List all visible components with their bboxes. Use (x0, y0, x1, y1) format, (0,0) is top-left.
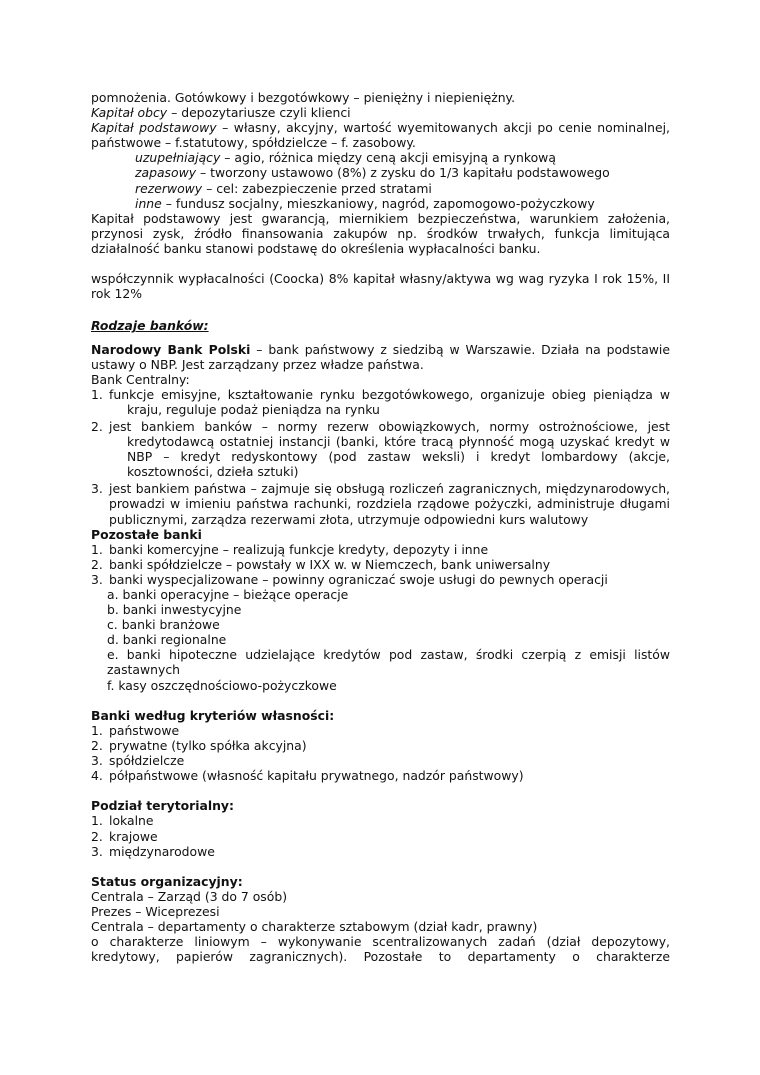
definition: – fundusz socjalny, mieszkaniowy, nagród, zapomogowo-pożyczkowy (161, 195, 595, 211)
list-text: krajowe (109, 828, 158, 844)
sub-list-item: a. banki operacyjne – bieżące operacje (107, 587, 349, 602)
list-item (91, 813, 670, 828)
list-text: państwowe (109, 722, 180, 738)
term: uzupełniający (135, 150, 221, 166)
list-item (91, 738, 670, 753)
list-number: 1. (91, 813, 103, 829)
capital-type (91, 196, 670, 211)
sub-list-item: f. kasy oszczędnościowo-pożyczkowe (107, 677, 337, 693)
list-number: 3. (91, 843, 103, 859)
text-line: Prezes – Wiceprezesi (91, 903, 220, 919)
list-item (91, 542, 670, 557)
list-number: 1. (91, 541, 103, 557)
list-text: banki komercyjne – realizują funkcje kredyty, depozyty i inne (109, 541, 489, 557)
text-line: Centrala – Zarząd (3 do 7 osób) (91, 888, 288, 904)
section-heading: Rodzaje banków: (91, 318, 209, 334)
document-page (91, 90, 670, 964)
list-text: jest bankiem państwa – zajmuje się obsługą rozliczeń zagranicznych, międzynarodowych, prowadzi w imieniu państwa rachunki, rozdziela rządowe pożyczki, administruje długami publicznymi, zarządza rezerwami złota, utrzymuje odpowiedni kurs walutowy (109, 481, 670, 527)
sub-list-item: e. banki hipoteczne udzielające kredytów pod zastaw, środki czerpią z emisji listów zastawnych (107, 647, 670, 678)
capital-type (91, 150, 670, 165)
list-text: międzynarodowe (109, 843, 215, 859)
list-text: lokalne (109, 813, 154, 829)
section-heading: Banki według kryteriów własności: (91, 707, 335, 723)
paragraph: pomnożenia. Gotówkowy i bezgotówkowy – pieniężny i niepieniężny. (91, 90, 516, 105)
list-item (91, 844, 670, 859)
term: Kapitał podstawowy (91, 120, 217, 136)
list-item (91, 829, 670, 844)
list-item (91, 387, 670, 417)
list-number: 2. (91, 828, 103, 844)
paragraph-ratio: współczynnik wypłacalności (Coocka) 8% kapitał własny/aktywa wg wag ryzyka I rok 15%, II rok 12% (91, 271, 670, 302)
section-heading: Status organizacyjny: (91, 873, 243, 889)
term: inne (135, 195, 162, 211)
label: Bank Centralny: (91, 371, 190, 387)
section-heading: Podział terytorialny: (91, 798, 234, 814)
capital-type (91, 181, 670, 196)
term: zapasowy (135, 165, 197, 181)
capital-type (91, 165, 670, 180)
list-number: 1. (91, 386, 103, 402)
list-item (91, 753, 670, 768)
list-number: 3. (91, 753, 103, 769)
sub-list-item: d. banki regionalne (107, 632, 227, 648)
definition: – depozytariusze czyli klienci (167, 105, 351, 121)
list-text: banki spółdzielcze – powstały w IXX w. w Niemczech, bank uniwersalny (109, 556, 551, 572)
text-line: Centrala – departamenty o charakterze sztabowym (dział kadr, prawny) (91, 919, 538, 935)
list-item (91, 723, 670, 738)
list-item (91, 419, 670, 479)
list-item (91, 481, 670, 526)
list-text: półpaństwowe (własność kapitału prywatnego, nadzór państwowy) (109, 768, 524, 784)
definition: – agio, różnica między ceną akcji emisyjną a rynkową (220, 150, 556, 166)
list-item (91, 557, 670, 572)
list-number: 4. (91, 768, 103, 784)
list-item (91, 572, 670, 587)
definition: – bank państwowy z siedzibą w Warszawie. Działa na podstawie ustawy o NBP. Jest zarządzany przez władze państwa. (91, 341, 670, 372)
list-text: prywatne (tylko spółka akcyjna) (109, 737, 307, 753)
definition: – tworzony ustawowo (8%) z zysku do 1/3 kapitału podstawowego (196, 165, 610, 181)
list-number: 2. (91, 418, 103, 434)
list-number: 2. (91, 737, 103, 753)
definition: – cel: zabezpieczenie przed stratami (202, 180, 432, 196)
paragraph-kapital-obcy (91, 105, 670, 120)
paragraph-summary: Kapitał podstawowy jest gwarancją, miernikiem bezpieczeństwa, warunkiem założenia, przynosi zysk, źródło finansowania zakupów np. środków trwałych, funkcja limitująca działalność banku stanowi podstawę do określenia wypłacalności banku. (91, 210, 670, 256)
sub-list-item: b. banki inwestycyjne (107, 602, 242, 618)
list-number: 2. (91, 556, 103, 572)
section-heading: Pozostałe banki (91, 526, 202, 542)
list-text: funkcje emisyjne, kształtowanie rynku bezgotówkowego, organizuje obieg pieniądza w kraju, reguluje podaż pieniądza na rynku (109, 386, 670, 417)
paragraph-nbp (91, 342, 670, 372)
list-number: 3. (91, 571, 103, 587)
list-number: 1. (91, 722, 103, 738)
list-item (91, 768, 670, 783)
list-text: spółdzielcze (109, 753, 185, 769)
list-text: banki wyspecjalizowane – powinny ograniczać swoje usługi do pewnych operacji (109, 571, 608, 587)
term: rezerwowy (135, 180, 203, 196)
list-text: jest bankiem banków – normy rezerw obowiązkowych, normy ostrożnościowe, jest kredytodawcą ostatniej instancji (banki, które tracą płynność mogą uzyskać kredyt w NBP – kredyt redyskontowy (pod zastaw weksli) i kredyt lombardowy (akcje, kosztowności, dzieła sztuki) (109, 418, 670, 480)
definition: – własny, akcyjny, wartość wyemitowanych akcji po cenie nominalnej, państwowe – f.statutowy, spółdzielcze – f. zasobowy. (91, 120, 670, 151)
sub-list-item: c. banki branżowe (107, 617, 220, 633)
term: Kapitał obcy (91, 105, 168, 121)
list-number: 3. (91, 481, 103, 497)
paragraph: o charakterze liniowym – wykonywanie scentralizowanych zadań (dział depozytowy, kredytowy, papierów zagranicznych). Pozostałe to departamenty o charakterze (91, 934, 670, 965)
term: Narodowy Bank Polski (91, 341, 251, 357)
paragraph-kapital-podstawowy (91, 120, 670, 150)
